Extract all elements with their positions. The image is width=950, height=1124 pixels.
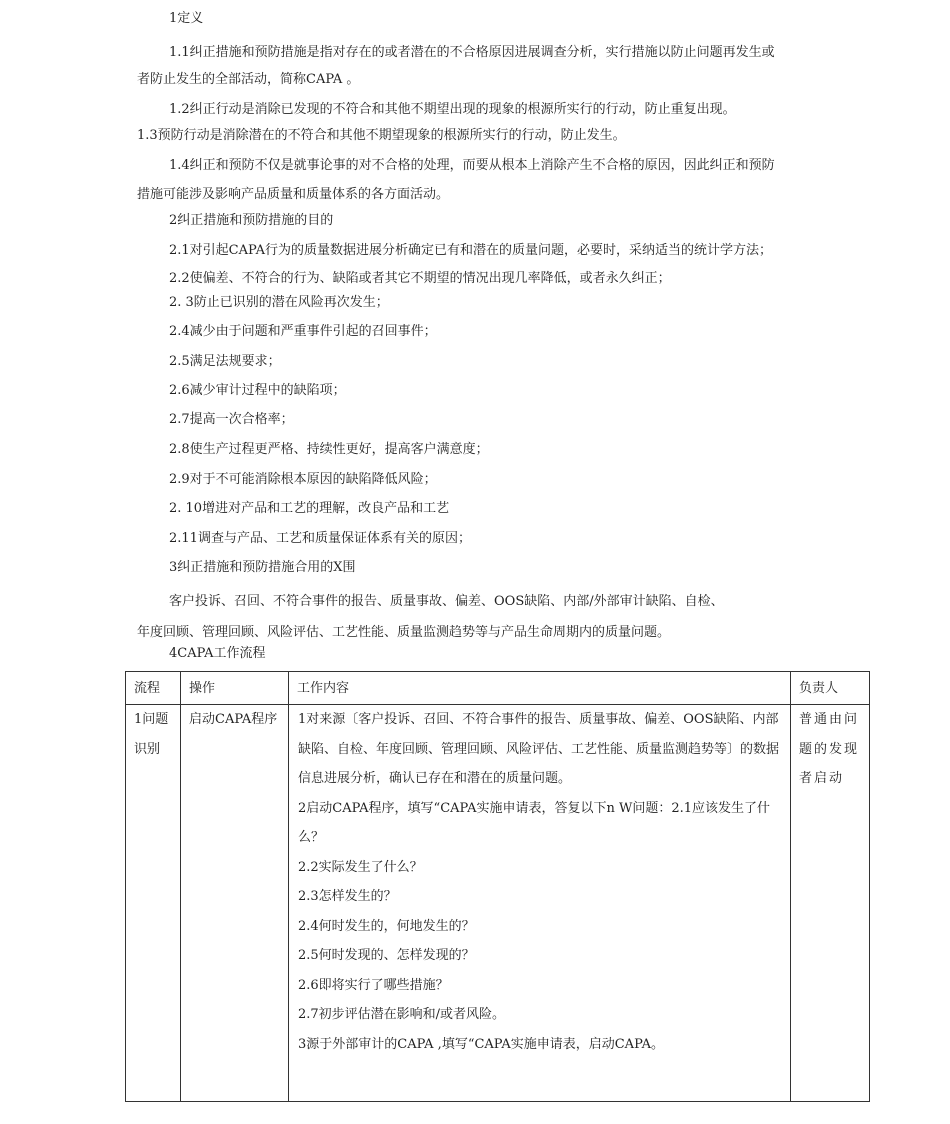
content-item: 3源于外部审计的CAPA ,填写“CAPA实施申请表，启动CAPA。	[298, 1036, 665, 1052]
para-1-1-line-2: 者防止发生的全部活动，简称CAPA 。	[137, 72, 360, 87]
header-operation: 操作	[181, 672, 289, 705]
table-header-row	[126, 672, 870, 705]
para-1-2: 1.2纠正行动是消除已发现的不符合和其他不期望出现的现象的根源所实行的行动，防止重复出现。	[169, 102, 736, 117]
para-1-3: 1.3预防行动是消除潜在的不符合和其他不期望现象的根源所实行的行动，防止发生。	[137, 128, 626, 143]
header-process: 流程	[126, 672, 181, 705]
para-1-4-line-1: 1.4纠正和预防不仅是就事论事的对不合格的处理，而要从根本上消除产生不合格的原因，因此纠正和预防	[169, 158, 775, 173]
list-item: 2.5满足法规要求；	[169, 354, 281, 369]
cell-content	[289, 705, 791, 1102]
list-item: 2. 10增进对产品和工艺的理解，改良产品和工艺	[169, 501, 450, 516]
content-item: 1对来源〔客户投诉、召回、不符合事件的报告、质量事故、偏差、OOS缺陷、内部缺陷、自检、年度回顾、管理回顾、风险评估、工艺性能、质量监测趋势等〕的数据信息进展分析，确认已存在和潜在的质量问题。	[298, 712, 780, 786]
header-content: 工作内容	[289, 672, 791, 705]
content-item: 2.4何时发生的，何地发生的？	[298, 918, 475, 934]
content-item: 2启动CAPA程序，填写“CAPA实施申请表，答复以下n W问题：2.1应该发生了什么？	[298, 800, 771, 845]
header-owner: 负责人	[791, 672, 870, 705]
cell-process: 1问题识别	[126, 705, 181, 1102]
capa-workflow-table	[125, 671, 870, 1102]
list-item: 2.9对于不可能消除根本原因的缺陷降低风险；	[169, 472, 437, 487]
list-item: 2.8使生产过程更严格、持续性更好，提高客户满意度；	[169, 442, 489, 457]
para-1-1-line-1: 1.1纠正措施和预防措施是指对存在的或者潜在的不合格原因进展调查分析，实行措施以防止问题再发生或	[169, 45, 775, 60]
list-item: 2.7提高一次合格率；	[169, 412, 294, 427]
section-2-title: 2纠正措施和预防措施的目的	[169, 213, 334, 228]
list-item: 2.11调查与产品、工艺和质量保证体系有关的原因；	[169, 531, 471, 546]
list-item: 2.6减少审计过程中的缺陷项；	[169, 383, 346, 398]
content-item: 2.2实际发生了什么？	[298, 859, 423, 875]
para-3-line-2: 年度回顾、管理回顾、风险评估、工艺性能、质量监测趋势等与产品生命周期内的质量问题。	[137, 625, 671, 640]
content-item: 2.3怎样发生的？	[298, 889, 397, 904]
section-1-title: 1定义	[169, 11, 204, 26]
list-item: 2.1对引起CAPA行为的质量数据进展分析确定已有和潜在的质量问题，必要时，采纳适当的统计学方法；	[169, 243, 772, 258]
list-item: 2. 3防止已识别的潜在风险再次发生；	[169, 295, 389, 310]
cell-owner: 普通由问题的发现者启动	[791, 705, 870, 1102]
cell-operation: 启动CAPA程序	[181, 705, 289, 1102]
content-item: 2.7初步评估潜在影响和/或者风险。	[298, 1007, 506, 1022]
content-item: 2.5何时发现的、怎样发现的？	[298, 948, 475, 963]
para-3-line-1: 客户投诉、召回、不符合事件的报告、质量事故、偏差、OOS缺陷、内部/外部审计缺陷、自检、	[169, 594, 724, 609]
section-3-title: 3纠正措施和预防措施合用的X围	[169, 560, 356, 575]
table-row	[126, 705, 870, 1102]
section-4-title: 4CAPA工作流程	[169, 646, 266, 661]
list-item: 2.4减少由于问题和严重事件引起的召回事件；	[169, 324, 437, 339]
para-1-4-line-2: 措施可能涉及影响产品质量和质量体系的各方面活动。	[137, 187, 450, 202]
content-item: 2.6即将实行了哪些措施？	[298, 977, 449, 993]
list-item: 2.2使偏差、不符合的行为、缺陷或者其它不期望的情况出现几率降低，或者永久纠正；	[169, 271, 671, 286]
